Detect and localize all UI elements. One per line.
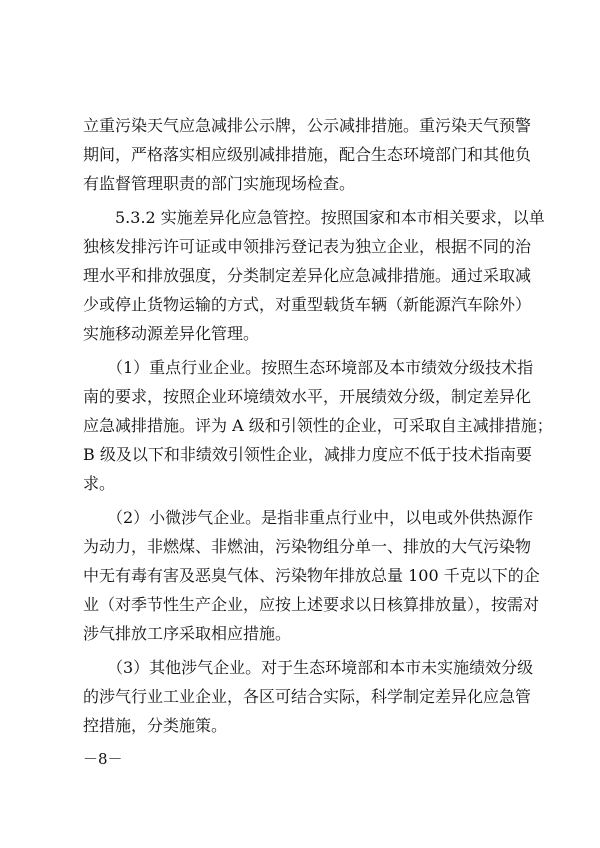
text-line: 涉气排放工序采取相应措施。 bbox=[83, 624, 292, 643]
text-line: 实施移动源差异化管理。 bbox=[83, 324, 260, 343]
paragraph-other-enterprise bbox=[83, 653, 534, 740]
text-line: 应急减排措施。评为 A 级和引领性的企业，可采取自主减排措施； bbox=[83, 416, 553, 435]
text-line: 有监督管理职责的部门实施现场检查。 bbox=[83, 174, 356, 193]
paragraph-key-industry bbox=[83, 353, 553, 498]
text-line: （3）其他涉气企业。对于生态环境部和本市未实施绩效分级 bbox=[83, 658, 534, 677]
text-line: 理水平和排放强度，分类制定差异化应急减排措施。通过采取减 bbox=[83, 266, 532, 285]
text-line: 求。 bbox=[83, 474, 116, 493]
text-line: （2）小微涉气企业。是指非重点行业中，以电或外供热源作 bbox=[83, 508, 534, 527]
text-line: 独核发排污许可证或申领排污登记表为独立企业，根据不同的治 bbox=[83, 237, 532, 256]
text-line: 少或停止货物运输的方式，对重型载货车辆（新能源汽车除外） bbox=[83, 295, 532, 314]
text-line: B 级及以下和非绩效引领性企业，减排力度应不低于技术指南要 bbox=[83, 445, 532, 464]
text-line: 期间，严格落实相应级别减排措施，配合生态环境部门和其他负 bbox=[83, 145, 532, 164]
text-line: 为动力，非燃煤、非燃油，污染物组分单一、排放的大气污染物 bbox=[83, 537, 532, 556]
paragraph-small-enterprise bbox=[83, 503, 540, 648]
text-line: 中无有毒有害及恶臭气体、污染物年排放总量 100 千克以下的企 bbox=[83, 566, 540, 585]
text-line: 的涉气行业工业企业，各区可结合实际，科学制定差异化应急管 bbox=[83, 687, 532, 706]
text-line: 5.3.2 实施差异化应急管控。按照国家和本市相关要求，以单 bbox=[83, 208, 545, 227]
paragraph-5-3-2 bbox=[83, 203, 545, 348]
text-line: 业（对季节性生产企业，应按上述要求以日核算排放量），按需对 bbox=[83, 595, 540, 614]
page-number: －8－ bbox=[83, 750, 123, 768]
text-line: 立重污染天气应急减排公示牌，公示减排措施。重污染天气预警 bbox=[83, 116, 532, 135]
text-line: 控措施，分类施策。 bbox=[83, 716, 228, 735]
text-line: 南的要求，按照企业环境绩效水平，开展绩效分级，制定差异化 bbox=[83, 387, 532, 406]
document-body bbox=[83, 111, 553, 745]
paragraph-1 bbox=[83, 111, 532, 198]
text-line: （1）重点行业企业。按照生态环境部及本市绩效分级技术指 bbox=[83, 358, 534, 377]
